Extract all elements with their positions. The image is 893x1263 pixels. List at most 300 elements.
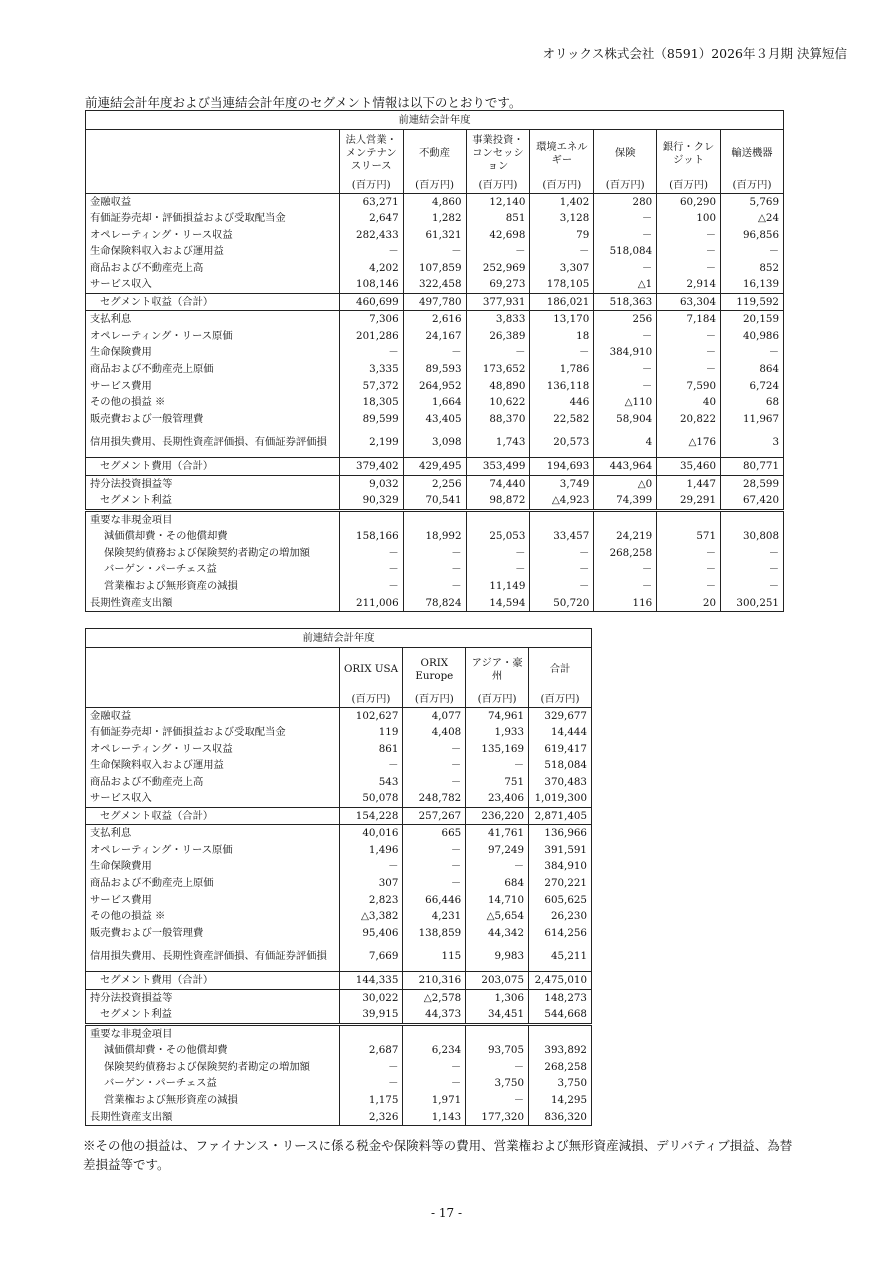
segment-table-1 <box>85 110 784 612</box>
row-label: 長期性資産支出額 <box>90 1110 173 1123</box>
table-cell: － <box>466 858 529 875</box>
row-label: 金融収益 <box>90 195 132 208</box>
table-cell <box>339 510 403 528</box>
table-row <box>86 427 784 458</box>
column-header: アジア・豪州 <box>466 648 529 692</box>
row-label: 重要な非現金項目 <box>86 510 340 528</box>
table-cell: 3,128 <box>530 210 594 227</box>
table-cell: 67,420 <box>721 492 784 510</box>
table-cell: 665 <box>403 825 466 842</box>
table-cell: － <box>530 344 594 361</box>
table-cell: － <box>657 260 721 277</box>
table-cell: 1,664 <box>403 394 466 411</box>
table-cell: 9,032 <box>339 475 403 492</box>
row-label: 保険契約債務および保険契約者勘定の増加額 <box>104 1060 310 1073</box>
table-cell: 307 <box>339 875 403 892</box>
table-cell: － <box>403 858 466 875</box>
unit-label: (百万円) <box>466 178 530 194</box>
table-row <box>86 344 784 361</box>
table-row <box>86 1006 592 1024</box>
table-row <box>86 492 784 510</box>
table-cell: 2,914 <box>657 276 721 293</box>
table-cell: 518,084 <box>529 757 592 774</box>
table-cell: 2,647 <box>339 210 403 227</box>
table-cell: － <box>721 545 784 562</box>
table-cell: 177,320 <box>466 1109 529 1126</box>
document-header: オリックス株式会社（8591）2026年３月期 決算短信 <box>542 46 847 61</box>
table-caption: 前連結会計年度 <box>86 111 784 130</box>
table-cell: 6,724 <box>721 378 784 395</box>
table-cell: 90,329 <box>339 492 403 510</box>
table-cell <box>403 1024 466 1042</box>
table-cell: 108,146 <box>339 276 403 293</box>
table-cell: 89,593 <box>403 361 466 378</box>
table-cell: 3,307 <box>530 260 594 277</box>
table-cell: 57,372 <box>339 378 403 395</box>
intro-text: 前連結会計年度および当連結会計年度のセグメント情報は以下のとおりです。 <box>85 95 522 110</box>
row-label: 支払利息 <box>86 825 340 842</box>
table-cell: 95,406 <box>339 925 403 942</box>
table-cell: － <box>657 227 721 244</box>
column-header: 事業投資・コンセッション <box>466 130 530 178</box>
table-row <box>86 941 592 972</box>
table-cell: 63,304 <box>657 293 721 311</box>
column-header: 保険 <box>594 130 657 178</box>
row-label: 商品および不動産売上高 <box>90 775 204 788</box>
table-cell: 10,622 <box>466 394 530 411</box>
row-label: 販売費および一般管理費 <box>90 926 204 939</box>
table-cell <box>721 510 784 528</box>
table-cell: 379,402 <box>339 458 403 476</box>
table-cell: 443,964 <box>594 458 657 476</box>
table-cell: 329,677 <box>529 707 592 724</box>
table-cell: 79 <box>530 227 594 244</box>
table-cell: 391,591 <box>529 842 592 859</box>
table-cell <box>657 510 721 528</box>
table-cell: 280 <box>594 193 657 210</box>
table-cell: 2,687 <box>339 1042 403 1059</box>
table-cell: 69,273 <box>466 276 530 293</box>
table-cell: 24,219 <box>594 528 657 545</box>
table-cell: － <box>339 858 403 875</box>
row-label: セグメント費用（合計） <box>86 972 340 990</box>
table-cell: 63,271 <box>339 193 403 210</box>
table-cell: 135,169 <box>466 741 529 758</box>
table-cell: 29,291 <box>657 492 721 510</box>
table-row <box>86 1024 592 1042</box>
row-label: 信用損失費用、長期性資産評価損、有価証券評価損 <box>90 435 327 448</box>
table-cell: 89,599 <box>339 411 403 428</box>
table-cell: － <box>403 842 466 859</box>
row-label: 商品および不動産売上原価 <box>90 362 214 375</box>
row-label: セグメント収益（合計） <box>86 293 340 311</box>
row-label: 長期性資産支出額 <box>90 596 173 609</box>
table-cell: 3 <box>721 427 784 458</box>
row-label: セグメント利益 <box>86 492 340 510</box>
table-cell: 14,710 <box>466 892 529 909</box>
table-cell: － <box>721 561 784 578</box>
table-cell: － <box>594 378 657 395</box>
table-row <box>86 757 592 774</box>
table-cell: 107,859 <box>403 260 466 277</box>
table-cell: － <box>339 578 403 595</box>
table-row <box>86 578 784 595</box>
table-cell: 154,228 <box>339 807 403 825</box>
row-label: 営業権および無形資産の減損 <box>104 579 238 592</box>
table-cell: 20 <box>657 595 721 612</box>
row-label: 持分法投資損益等 <box>86 475 340 492</box>
table-cell: － <box>339 243 403 260</box>
table-cell: － <box>657 578 721 595</box>
table-cell: 684 <box>466 875 529 892</box>
table-cell <box>530 510 594 528</box>
table-cell: △3,382 <box>339 908 403 925</box>
table-cell: 1,496 <box>339 842 403 859</box>
table-cell: △0 <box>594 475 657 492</box>
table-cell: 74,961 <box>466 707 529 724</box>
table-cell: 544,668 <box>529 1006 592 1024</box>
table-cell: － <box>466 1092 529 1109</box>
table-cell: 40,016 <box>339 825 403 842</box>
table-row <box>86 361 784 378</box>
table-cell: 115 <box>403 941 466 972</box>
unit-label: (百万円) <box>657 178 721 194</box>
table-cell: 3,750 <box>529 1075 592 1092</box>
table-cell: － <box>657 545 721 562</box>
row-label: 支払利息 <box>86 311 340 328</box>
table-cell: 851 <box>466 210 530 227</box>
table-cell: 20,159 <box>721 311 784 328</box>
table-cell: 68 <box>721 394 784 411</box>
table-cell: 322,458 <box>403 276 466 293</box>
table-cell: 2,256 <box>403 475 466 492</box>
column-header: 法人営業・メンテナンスリース <box>339 130 403 178</box>
table-cell: 605,625 <box>529 892 592 909</box>
table-row <box>86 193 784 210</box>
table-cell: － <box>403 578 466 595</box>
row-label: 販売費および一般管理費 <box>90 412 204 425</box>
table-cell <box>339 1024 403 1042</box>
table-cell: 50,720 <box>530 595 594 612</box>
table-cell: 1,143 <box>403 1109 466 1126</box>
table-cell: 460,699 <box>339 293 403 311</box>
table-row <box>86 825 592 842</box>
table-cell: 4,860 <box>403 193 466 210</box>
table-cell: 66,446 <box>403 892 466 909</box>
table-cell: 148,273 <box>529 989 592 1006</box>
row-label: サービス費用 <box>90 893 152 906</box>
table-cell: 257,267 <box>403 807 466 825</box>
table-row <box>86 1109 592 1126</box>
table-cell <box>403 510 466 528</box>
table-cell: 11,149 <box>466 578 530 595</box>
table-cell: 252,969 <box>466 260 530 277</box>
table-cell: 1,933 <box>466 724 529 741</box>
table-cell: 173,652 <box>466 361 530 378</box>
row-label: 重要な非現金項目 <box>86 1024 340 1042</box>
table-cell: － <box>466 243 530 260</box>
table-row <box>86 394 784 411</box>
table-cell: 96,856 <box>721 227 784 244</box>
table-cell <box>529 1024 592 1042</box>
table-row <box>86 210 784 227</box>
table-body <box>86 193 784 612</box>
table-row <box>86 328 784 345</box>
table-cell: － <box>530 243 594 260</box>
table-cell: － <box>339 344 403 361</box>
table-cell: △4,923 <box>530 492 594 510</box>
table-cell: 41,761 <box>466 825 529 842</box>
table-cell: 136,118 <box>530 378 594 395</box>
table-cell: 138,859 <box>403 925 466 942</box>
table-cell: △176 <box>657 427 721 458</box>
row-label: 減価償却費・その他償却費 <box>104 1044 228 1057</box>
row-label: 商品および不動産売上高 <box>90 261 204 274</box>
table-cell: － <box>657 361 721 378</box>
row-label: 生命保険料収入および運用益 <box>90 759 224 772</box>
unit-label: (百万円) <box>594 178 657 194</box>
table-cell: 23,406 <box>466 790 529 807</box>
table-row <box>86 378 784 395</box>
table-row <box>86 1042 592 1059</box>
table-cell: 119 <box>339 724 403 741</box>
table-cell: － <box>403 757 466 774</box>
table-cell: 3,750 <box>466 1075 529 1092</box>
table-cell: 1,971 <box>403 1092 466 1109</box>
table-cell: 384,910 <box>594 344 657 361</box>
table-cell: 35,460 <box>657 458 721 476</box>
table-cell: － <box>403 545 466 562</box>
row-label: サービス収入 <box>90 278 152 291</box>
table-cell: 446 <box>530 394 594 411</box>
table-cell: △24 <box>721 210 784 227</box>
table-cell: 571 <box>657 528 721 545</box>
table-cell: 864 <box>721 361 784 378</box>
table-cell: 28,599 <box>721 475 784 492</box>
table-cell: 20,573 <box>530 427 594 458</box>
table-cell: 26,389 <box>466 328 530 345</box>
unit-label: (百万円) <box>721 178 784 194</box>
table-cell: － <box>594 561 657 578</box>
table-row <box>86 807 592 825</box>
table-cell: 384,910 <box>529 858 592 875</box>
table-cell: △1 <box>594 276 657 293</box>
row-label: オペレーティング・リース原価 <box>90 329 233 342</box>
table-cell: 22,582 <box>530 411 594 428</box>
table-cell: － <box>403 875 466 892</box>
row-label: セグメント収益（合計） <box>86 807 340 825</box>
row-label: オペレーティング・リース原価 <box>90 843 233 856</box>
table-caption: 前連結会計年度 <box>86 629 592 648</box>
table-cell: 203,075 <box>466 972 529 990</box>
table-row <box>86 311 784 328</box>
table-cell: 3,833 <box>466 311 530 328</box>
table-cell: － <box>657 243 721 260</box>
table-cell: 4,231 <box>403 908 466 925</box>
table-cell: 751 <box>466 774 529 791</box>
table-cell: 852 <box>721 260 784 277</box>
table-row <box>86 908 592 925</box>
table-cell: 7,184 <box>657 311 721 328</box>
table-cell: 136,966 <box>529 825 592 842</box>
table-cell: 268,258 <box>594 545 657 562</box>
table-cell: － <box>721 344 784 361</box>
row-label: 有価証券売却・評価損益および受取配当金 <box>90 726 286 739</box>
table-cell: 1,175 <box>339 1092 403 1109</box>
table-row <box>86 972 592 990</box>
table-cell: 144,335 <box>339 972 403 990</box>
table-row <box>86 842 592 859</box>
row-label: 有価証券売却・評価損益および受取配当金 <box>90 212 286 225</box>
table-row <box>86 545 784 562</box>
row-label: サービス費用 <box>90 379 152 392</box>
table-cell: 256 <box>594 311 657 328</box>
table-cell: 33,457 <box>530 528 594 545</box>
column-header: 環境エネルギー <box>530 130 594 178</box>
table-cell: 2,199 <box>339 427 403 458</box>
table-cell: 39,915 <box>339 1006 403 1024</box>
table-cell: － <box>466 344 530 361</box>
table-body <box>86 707 592 1126</box>
table-cell: 497,780 <box>403 293 466 311</box>
table-cell: － <box>403 243 466 260</box>
row-label: バーゲン・パーチェス益 <box>104 1077 217 1090</box>
table-cell: 268,258 <box>529 1059 592 1076</box>
table-cell: 614,256 <box>529 925 592 942</box>
row-label: 生命保険費用 <box>90 860 152 873</box>
table-cell: － <box>657 561 721 578</box>
table-cell: 18,992 <box>403 528 466 545</box>
row-label: オペレーティング・リース収益 <box>90 742 233 755</box>
table-cell <box>466 510 530 528</box>
table-cell: － <box>466 757 529 774</box>
table-cell: 158,166 <box>339 528 403 545</box>
table-cell: 40,986 <box>721 328 784 345</box>
row-label: バーゲン・パーチェス益 <box>104 563 217 576</box>
table-cell: 2,326 <box>339 1109 403 1126</box>
table-cell: 24,167 <box>403 328 466 345</box>
table-row <box>86 1092 592 1109</box>
row-label: 持分法投資損益等 <box>86 989 340 1006</box>
unit-label: (百万円) <box>339 178 403 194</box>
table-cell: 3,098 <box>403 427 466 458</box>
table-row <box>86 925 592 942</box>
table-cell: 518,363 <box>594 293 657 311</box>
table-row <box>86 707 592 724</box>
table-cell: － <box>466 561 530 578</box>
table-cell: 282,433 <box>339 227 403 244</box>
table-cell: 100 <box>657 210 721 227</box>
row-label: 金融収益 <box>90 709 132 722</box>
unit-label: (百万円) <box>403 692 466 708</box>
table-cell: 264,952 <box>403 378 466 395</box>
table-cell: 80,771 <box>721 458 784 476</box>
table-cell: 2,616 <box>403 311 466 328</box>
table-row <box>86 875 592 892</box>
row-label: 営業権および無形資産の減損 <box>104 1093 238 1106</box>
column-header: 不動産 <box>403 130 466 178</box>
table-cell: 18,305 <box>339 394 403 411</box>
column-header: 合計 <box>529 648 592 692</box>
table-cell: 13,170 <box>530 311 594 328</box>
table-cell: 11,967 <box>721 411 784 428</box>
row-label: セグメント利益 <box>86 1006 340 1024</box>
table-cell: 14,295 <box>529 1092 592 1109</box>
table-cell: 1,282 <box>403 210 466 227</box>
table-row <box>86 528 784 545</box>
row-label: 信用損失費用、長期性資産評価損、有価証券評価損 <box>90 949 327 962</box>
column-header: ORIX USA <box>339 648 403 692</box>
table-cell: 98,872 <box>466 492 530 510</box>
table-cell: － <box>594 328 657 345</box>
table-cell: 4,077 <box>403 707 466 724</box>
table-cell: 543 <box>339 774 403 791</box>
row-label: その他の損益 ※ <box>90 910 166 923</box>
table-cell: 26,230 <box>529 908 592 925</box>
table-cell: 48,890 <box>466 378 530 395</box>
table-cell: 40 <box>657 394 721 411</box>
table-cell: 4,202 <box>339 260 403 277</box>
table-row <box>86 227 784 244</box>
table-cell: 518,084 <box>594 243 657 260</box>
page-number: - 17 - <box>430 1206 462 1220</box>
table-cell: 42,698 <box>466 227 530 244</box>
table-cell <box>594 510 657 528</box>
row-label: 生命保険料収入および運用益 <box>90 245 224 258</box>
table-cell: 393,892 <box>529 1042 592 1059</box>
table-cell: 300,251 <box>721 595 784 612</box>
table-cell: 201,286 <box>339 328 403 345</box>
table-row <box>86 561 784 578</box>
table-cell: － <box>403 774 466 791</box>
table-cell: － <box>403 561 466 578</box>
table-cell: 102,627 <box>339 707 403 724</box>
table-row <box>86 892 592 909</box>
table-cell: 2,871,405 <box>529 807 592 825</box>
table-cell: － <box>721 578 784 595</box>
table-cell: 88,370 <box>466 411 530 428</box>
row-label: セグメント費用（合計） <box>86 458 340 476</box>
table-cell: － <box>403 741 466 758</box>
table-cell: 44,342 <box>466 925 529 942</box>
table-cell: 20,822 <box>657 411 721 428</box>
table-cell: 3,335 <box>339 361 403 378</box>
table-row <box>86 510 784 528</box>
table-cell: 58,904 <box>594 411 657 428</box>
table-cell: 194,693 <box>530 458 594 476</box>
table-cell: － <box>403 1059 466 1076</box>
table-cell: 25,053 <box>466 528 530 545</box>
table-row <box>86 724 592 741</box>
table-cell: － <box>339 561 403 578</box>
table-cell: 119,592 <box>721 293 784 311</box>
table-cell: 4,408 <box>403 724 466 741</box>
table-row <box>86 1075 592 1092</box>
row-label: サービス収入 <box>90 792 152 805</box>
table-cell: 30,022 <box>339 989 403 1006</box>
table-cell: 178,105 <box>530 276 594 293</box>
table-cell <box>466 1024 529 1042</box>
table-cell: 7,669 <box>339 941 403 972</box>
table-cell: 7,306 <box>339 311 403 328</box>
table-row <box>86 595 784 612</box>
table-cell: 1,019,300 <box>529 790 592 807</box>
table-cell: － <box>339 545 403 562</box>
table-cell: 9,983 <box>466 941 529 972</box>
table-cell: 619,417 <box>529 741 592 758</box>
table-cell: － <box>657 328 721 345</box>
table-cell: － <box>657 344 721 361</box>
